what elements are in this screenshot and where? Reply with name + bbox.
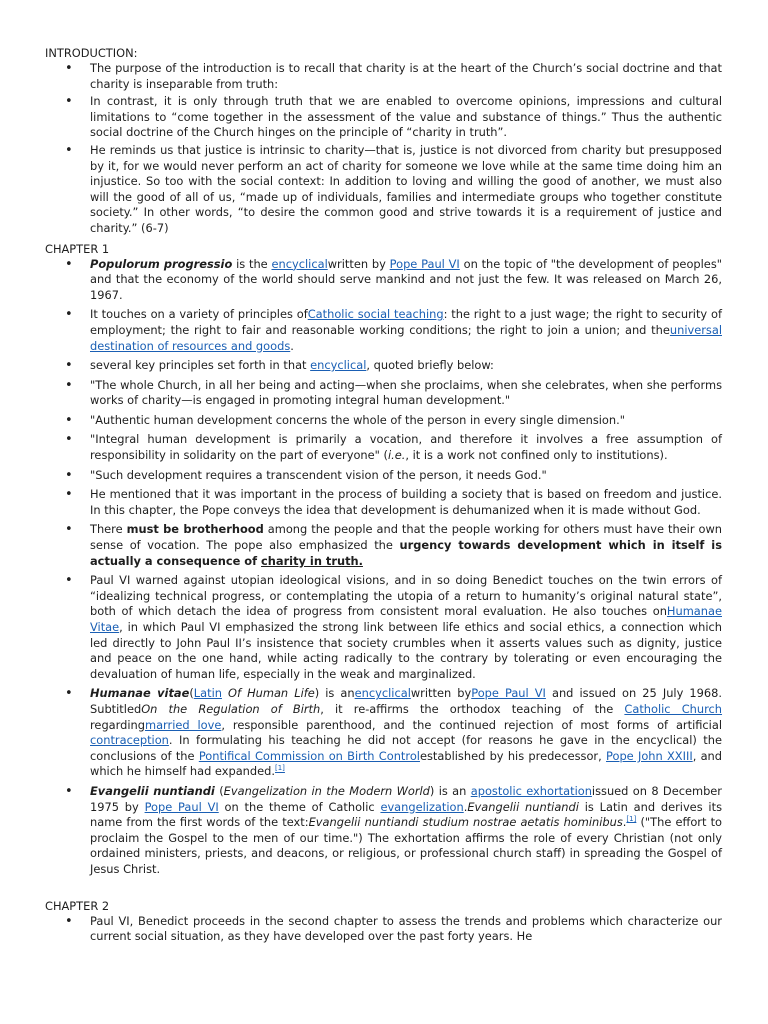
list-item: • Humanae vitae(Latin Of Human Life) is anencyclicalwritten byPope Paul VI and issued on 25 July 1968. SubtitledOn the Regulation of Birth, it re-affirms the orthodox teaching of the Catholic Church regardingmarried love, responsible parenthood, and the continued rejection of most forms of artificial contraception. In formulating his teaching he did not accept (for reasons he gave in the encyclical) the conclusions of the Pontifical Commission on Birth Controlestablished by his predecessor, Pope John XXIII, and which he himself had expanded.[1]: [45, 686, 722, 780]
list-item: • Populorum progressio is the encyclicalwritten by Pope Paul VI on the topic of "the development of peoples" and that the economy of the world should serve mankind and not just the few. It was released on March 26, 1967.: [45, 257, 722, 304]
list-item: • Evangelii nuntiandi (Evangelization in the Modern World) is an apostolic exhortationissued on 8 December 1975 by Pope Paul VI on the theme of Catholic evangelization.Evangelii nuntiandi is Latin and derives its name from the first words of the text:Evangelii nuntiandi studium nostrae aetatis hominibus.[1] ("The effort to proclaim the Gospel to the men of our time.") The exhortation affirms the role of every Christian (not only ordained ministers, priests, and deacons, or religious, or professional church staff) in spreading the Gospel of Jesus Christ.: [45, 784, 722, 878]
list-item: • It touches on a variety of principles ofCatholic social teaching: the right to a just wage; the right to security of employment; the right to fair and reasonable working conditions; the right to join a union; and theuniversal destination of resources and goods.: [45, 307, 722, 354]
list-item: • He reminds us that justice is intrinsic to charity—that is, justice is not divorced from charity but presupposed by it, for we would never perform an act of charity for someone we love while at the same time doing him an injustice. So too with the social context: In addition to loving and willing the good of another, we must also will the good of all of us, “made up of individuals, families and intermediate groups who together constitute society.” In other words, “to desire the common good and strive towards it is a requirement of justice and charity.” (6-7): [45, 143, 722, 237]
chapter2-heading: CHAPTER 2: [45, 898, 110, 913]
list-item: • He mentioned that it was important in the process of building a society that is based on freedom and justice. In this chapter, the Pope conveys the idea that development is dehumanized when it is made without God.: [45, 487, 722, 518]
list-item: • "Authentic human development concerns the whole of the person in every single dimension.": [45, 413, 722, 429]
latin-link[interactable]: Latin: [193, 686, 222, 701]
pope-paul-vi-link[interactable]: Pope Paul VI: [144, 799, 219, 814]
catholic-social-teaching-link[interactable]: Catholic social teaching: [307, 307, 444, 322]
footnote-link[interactable]: [1]: [626, 815, 637, 824]
pontifical-commission-link[interactable]: Pontifical Commission on Birth Control: [198, 748, 420, 763]
universal-destination-link[interactable]: universal destination of resources and goods: [90, 322, 722, 353]
list-item: • several key principles set forth in that encyclical, quoted briefly below:: [45, 358, 722, 374]
list-item: • "Integral human development is primarily a vocation, and therefore it involves a free assumption of responsibility in solidarity on the part of everyone" (i.e., it is a work not confined only to institutions).: [45, 432, 722, 463]
list-item: • "Such development requires a transcendent vision of the person, it needs God.": [45, 468, 722, 484]
pope-paul-vi-link[interactable]: Pope Paul VI: [389, 256, 460, 271]
chapter1-heading: CHAPTER 1: [45, 241, 110, 256]
apostolic-exhortation-link[interactable]: apostolic exhortation: [470, 783, 592, 798]
list-item: • In contrast, it is only through truth that we are enabled to overcome opinions, impressions and cultural limitations to “come together in the assessment of the value and substance of things.” Thus the authentic social doctrine of the Church hinges on the principle of “charity in truth”.: [45, 94, 722, 141]
contraception-link[interactable]: contraception: [90, 733, 169, 748]
married-love-link[interactable]: married love: [144, 717, 222, 732]
intro-heading: INTRODUCTION:: [45, 46, 138, 60]
pope-paul-vi-link[interactable]: Pope Paul VI: [471, 686, 546, 701]
list-item: • Paul VI, Benedict proceeds in the second chapter to assess the trends and problems which characterize our current social situation, as they have developed over the past forty years. He: [45, 914, 722, 945]
list-item: • "The whole Church, in all her being and acting—when she proclaims, when she celebrates, when she performs works of charity—is engaged in promoting integral human development.": [45, 378, 722, 409]
footnote-link[interactable]: [1]: [275, 764, 285, 773]
encyclical-link[interactable]: encyclical: [310, 358, 367, 373]
intro-list: [45, 61, 722, 237]
chapter1-list: [45, 257, 722, 878]
populorum-title: Populorum progressio: [90, 256, 233, 271]
list-item: • The purpose of the introduction is to recall that charity is at the heart of the Church’s social doctrine and that charity is inseparable from truth:: [45, 61, 722, 92]
humanae-vitae-link[interactable]: Humanae Vitae: [90, 604, 722, 634]
list-item: • There must be brotherhood among the people and that the people working for others must have their own sense of vocation. The pope also emphasized the urgency towards development which in itself is actually a consequence of charity in truth.: [45, 522, 722, 569]
pope-john-xxiii-link[interactable]: Pope John XXIII: [606, 748, 693, 763]
spacer: [45, 882, 722, 898]
list-item: • Paul VI warned against utopian ideological visions, and in so doing Benedict touches on the twin errors of “idealizing technical progress, or contemplating the utopia of a return to humanity’s original natural state”, both of which detach the idea of progress from consistent moral evaluation. He also touches onHumanae Vitae, in which Paul VI emphasized the strong link between life ethics and social ethics, a connection which led directly to John Paul II’s insistence that society crumbles when it asserts values such as dignity, justice and peace on the one hand, while acting radically to the contrary by tolerating or even encouraging the devaluation of human life, especially in the weak and marginalized.: [45, 573, 722, 682]
chapter2-list: [45, 914, 722, 945]
encyclical-link[interactable]: encyclical: [354, 686, 411, 701]
evangelization-link[interactable]: evangelization: [380, 799, 464, 814]
catholic-church-link[interactable]: Catholic Church: [624, 701, 723, 716]
encyclical-link[interactable]: encyclical: [271, 256, 328, 271]
